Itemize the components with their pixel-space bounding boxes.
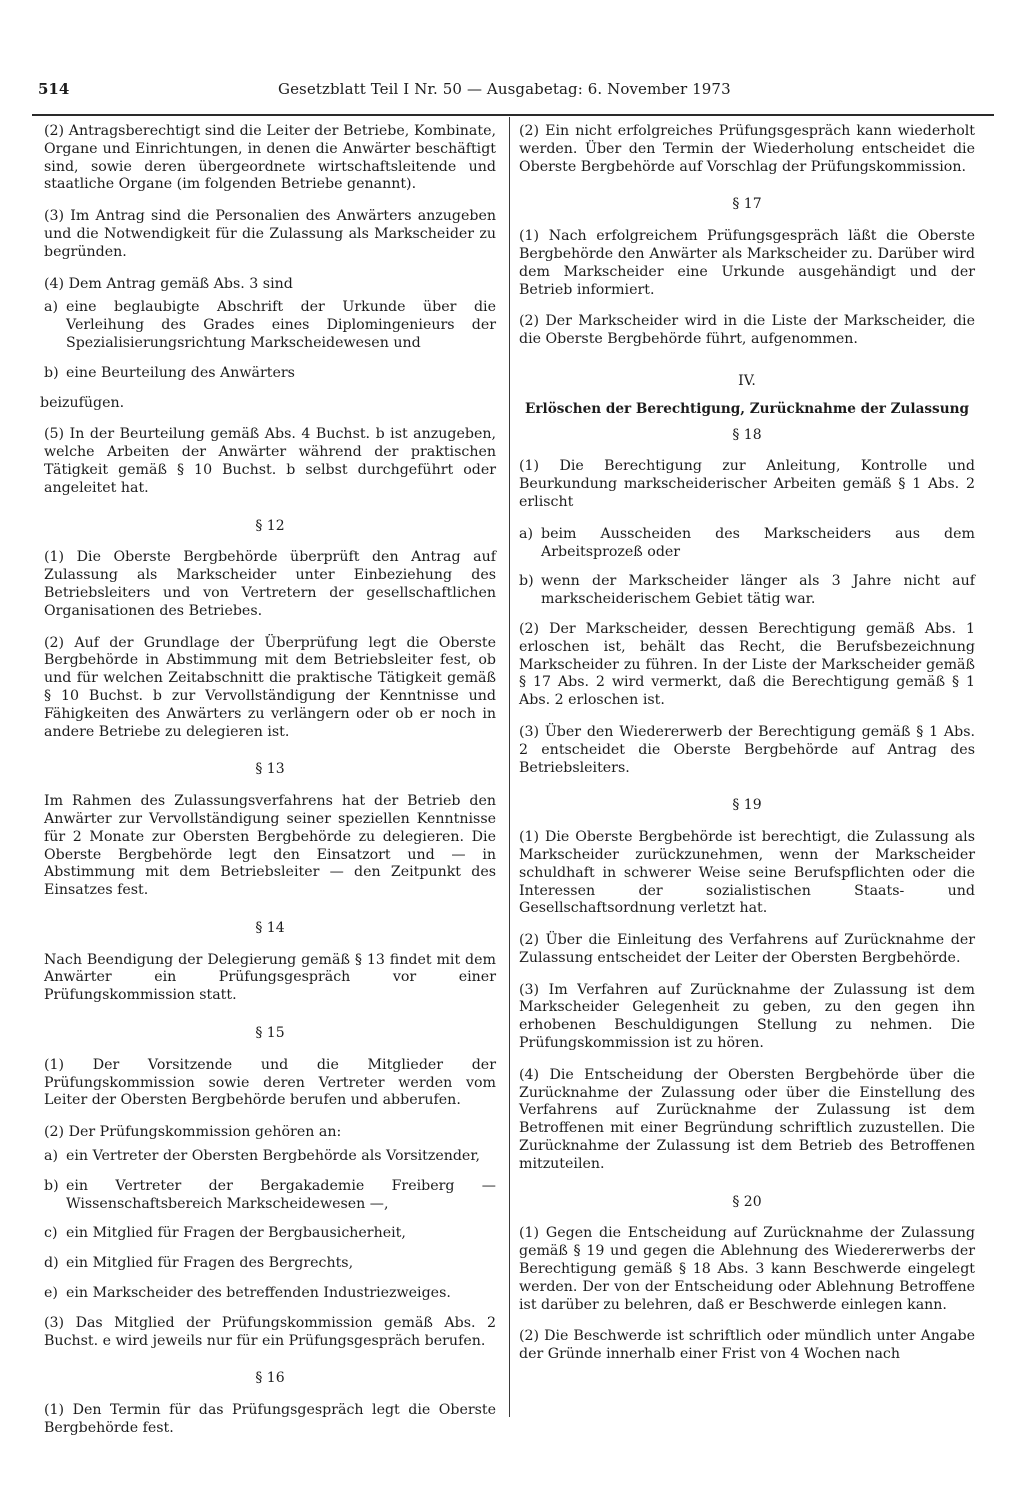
left-column <box>40 123 496 1452</box>
list-item-label: e) <box>44 1285 58 1302</box>
list-item-text: eine Beurteilung des Anwärters <box>66 364 295 381</box>
paragraph: (5) In der Beurteilung gemäß Abs. 4 Buchst. b ist anzugeben, welche Arbeiten der Anwärter während der praktischen Tätigkeit gemäß § 10 Buchst. b selbst durchgeführt oder angeleitet hat. <box>44 426 496 496</box>
section-heading: § 19 <box>732 797 762 814</box>
paragraph: Im Rahmen des Zulassungsverfahrens hat der Betrieb den Anwärter zur Vervollständigung seiner speziellen Kenntnisse für 2 Monate zur Obersten Bergbehörde zu delegieren. Die Oberste Bergbehörde legt den Einsatzort und — in Abstimmung mit dem Betriebsleiter — den Zeitpunkt des Einsatzes fest. <box>44 793 496 899</box>
list-item-text: ein Markscheider des betreffenden Industriezweiges. <box>66 1285 451 1302</box>
list-item-label: b) <box>44 1177 59 1194</box>
right-column <box>519 123 975 1378</box>
section-heading: § 15 <box>255 1025 285 1042</box>
paragraph: (4) Dem Antrag gemäß Abs. 3 sind <box>44 275 293 292</box>
paragraph: (3) Im Antrag sind die Personalien des Anwärters anzugeben und die Notwendigkeit für die Zulassung als Markscheider zu begründen. <box>44 208 496 260</box>
page-header-title: Gesetzblatt Teil I Nr. 50 — Ausgabetag: 6. November 1973 <box>278 80 731 98</box>
paragraph: (2) Ein nicht erfolgreiches Prüfungsgespräch kann wiederholt werden. Über den Termin der Wiederholung entscheidet die Oberste Bergbehörde auf Vorschlag der Prüfungskommission. <box>519 123 975 175</box>
paragraph: (1) Nach erfolgreichem Prüfungsgespräch läßt die Oberste Bergbehörde den Anwärter als Markscheider zu. Darüber wird dem Markscheider eine Urkunde ausgehändigt und der Betrieb informiert. <box>519 228 975 298</box>
column-divider <box>509 117 510 1417</box>
list-item <box>44 1148 496 1166</box>
list-item <box>44 299 496 352</box>
section-heading: § 13 <box>255 761 285 778</box>
header-rule <box>32 114 994 116</box>
section-heading: § 14 <box>255 919 285 936</box>
paragraph: (1) Die Berechtigung zur Anleitung, Kontrolle und Beurkundung markscheiderischer Arbeiten gemäß § 1 Abs. 2 erlischt <box>519 458 975 510</box>
paragraph: (1) Den Termin für das Prüfungsgespräch legt die Oberste Bergbehörde fest. <box>44 1402 496 1437</box>
paragraph: (3) Über den Wiedererwerb der Berechtigung gemäß § 1 Abs. 2 entscheidet die Oberste Bergbehörde auf Antrag des Betriebsleiters. <box>519 723 975 776</box>
list-item-text: wenn der Markscheider länger als 3 Jahre nicht auf markscheiderischem Gebiet tätig war. <box>541 573 975 608</box>
list-item-label: c) <box>44 1225 58 1242</box>
list-item <box>44 1178 496 1214</box>
section-heading: § 20 <box>732 1193 762 1210</box>
list-item-text: ein Mitglied für Fragen des Bergrechts, <box>66 1255 354 1272</box>
page-header <box>32 78 992 102</box>
paragraph: beizufügen. <box>40 394 125 411</box>
list-item-text: beim Ausscheiden des Markscheiders aus dem Arbeitsprozeß oder <box>541 525 975 560</box>
list-item-text: ein Vertreter der Obersten Bergbehörde als Vorsitzender, <box>66 1148 481 1165</box>
list-item <box>44 1225 496 1243</box>
section-heading: § 17 <box>732 196 762 213</box>
paragraph: (1) Die Oberste Bergbehörde überprüft den Antrag auf Zulassung als Markscheider unter Einbeziehung des Betriebsleiters und von Vertretern der gesellschaftlichen Organisationen des Betriebes. <box>44 549 496 619</box>
list-item-label: b) <box>44 364 59 381</box>
list-item <box>44 1285 496 1303</box>
list-item-label: d) <box>44 1255 59 1272</box>
paragraph: (4) Die Entscheidung der Obersten Bergbehörde über die Zurücknahme der Zulassung oder über die Einstellung des Verfahrens auf Zurücknahme der Zulassung ist dem Betroffenen mit einer Begründung schriftlich zuzustellen. Die Zurücknahme der Zulassung ist dem Betrieb des Betroffenen mitzuteilen. <box>519 1066 975 1172</box>
list-item-text: ein Vertreter der Bergakademie Freiberg — Wissenschaftsbereich Markscheidewesen —, <box>66 1177 496 1212</box>
list-item-text: eine beglaubigte Abschrift der Urkunde über die Verleihung des Grades eines Diplomingenieurs der Spezialisierungsrichtung Markscheidewesen und <box>66 299 496 351</box>
list-item <box>519 526 975 562</box>
paragraph: (3) Im Verfahren auf Zurücknahme der Zulassung ist dem Markscheider Gelegenheit zu geben, zu den gegen ihn erhobenen Beschuldigungen Stellung zu nehmen. Die Prüfungskommission ist zu hören. <box>519 981 975 1052</box>
section-heading: § 12 <box>255 517 285 534</box>
list-item <box>519 573 975 609</box>
list-item-label: a) <box>44 1148 58 1165</box>
paragraph: (2) Auf der Grundlage der Überprüfung legt die Oberste Bergbehörde in Abstimmung mit dem Betriebsleiter fest, ob und für welchen Zeitabschnitt die praktische Tätigkeit gemäß § 10 Buchst. b zur Vervollständigung der Kenntnisse und Fähigkeiten des Anwärters zu verlängern oder ob er noch in andere Betriebe zu delegieren ist. <box>44 634 496 740</box>
paragraph: (1) Gegen die Entscheidung auf Zurücknahme der Zulassung gemäß § 19 und gegen die Ablehnung des Wiedererwerbs der Berechtigung gemäß § 18 Abs. 3 kann Beschwerde eingelegt werden. Der von der Entscheidung oder Ablehnung Betroffene ist darüber zu belehren, daß er Beschwerde einlegen kann. <box>519 1225 975 1313</box>
paragraph: (2) Der Markscheider wird in die Liste der Markscheider, die die Oberste Bergbehörde führt, aufgenommen. <box>519 313 975 348</box>
list-item <box>44 1255 496 1273</box>
section-heading: § 16 <box>255 1370 285 1387</box>
paragraph: (2) Über die Einleitung des Verfahrens auf Zurücknahme der Zulassung entscheidet der Leiter der Obersten Bergbehörde. <box>519 932 975 966</box>
list-item-label: a) <box>519 525 533 542</box>
paragraph: (2) Die Beschwerde ist schriftlich oder mündlich unter Angabe der Gründe innerhalb einer Frist von 4 Wochen nach <box>519 1328 975 1363</box>
paragraph: (2) Der Prüfungskommission gehören an: <box>44 1124 342 1141</box>
part-number: IV. <box>738 372 756 389</box>
part-heading: Erlöschen der Berechtigung, Zurücknahme der Zulassung <box>525 400 969 417</box>
section-heading: § 18 <box>732 426 762 443</box>
paragraph: (1) Der Vorsitzende und die Mitglieder der Prüfungskommission sowie deren Vertreter werden vom Leiter der Obersten Bergbehörde berufen und abberufen. <box>44 1056 496 1109</box>
page-number: 514 <box>38 80 70 98</box>
paragraph: (2) Der Markscheider, dessen Berechtigung gemäß Abs. 1 erloschen ist, behält das Recht, die Berufsbezeichnung Markscheider zu führen. In der Liste der Markscheider gemäß § 17 Abs. 2 wird vermerkt, daß die Berechtigung gemäß § 1 Abs. 2 erloschen ist. <box>519 620 975 709</box>
paragraph: (2) Antragsberechtigt sind die Leiter der Betriebe, Kombinate, Organe und Einrichtungen, in denen die Anwärter beschäftigt sind, sowie deren übergeordnete wirtschaftsleitende und staatliche Organe (im folgenden Betriebe genannt). <box>44 123 496 193</box>
paragraph: (1) Die Oberste Bergbehörde ist berechtigt, die Zulassung als Markscheider zurückzunehmen, wenn der Markscheider schuldhaft in schwerer Weise seine Berufspflichten oder die Interessen der sozialistischen Staats- und Gesellschaftsordnung verletzt hat. <box>519 829 975 917</box>
list-item-text: ein Mitglied für Fragen der Bergbausicherheit, <box>66 1225 406 1242</box>
list-item-label: b) <box>519 573 534 590</box>
list-item <box>44 365 496 383</box>
paragraph: (3) Das Mitglied der Prüfungskommission gemäß Abs. 2 Buchst. e wird jeweils nur für ein Prüfungsgespräch berufen. <box>44 1314 496 1349</box>
list-item-label: a) <box>44 299 58 316</box>
paragraph: Nach Beendigung der Delegierung gemäß § 13 findet mit dem Anwärter ein Prüfungsgespräch vor einer Prüfungskommission statt. <box>44 951 496 1004</box>
